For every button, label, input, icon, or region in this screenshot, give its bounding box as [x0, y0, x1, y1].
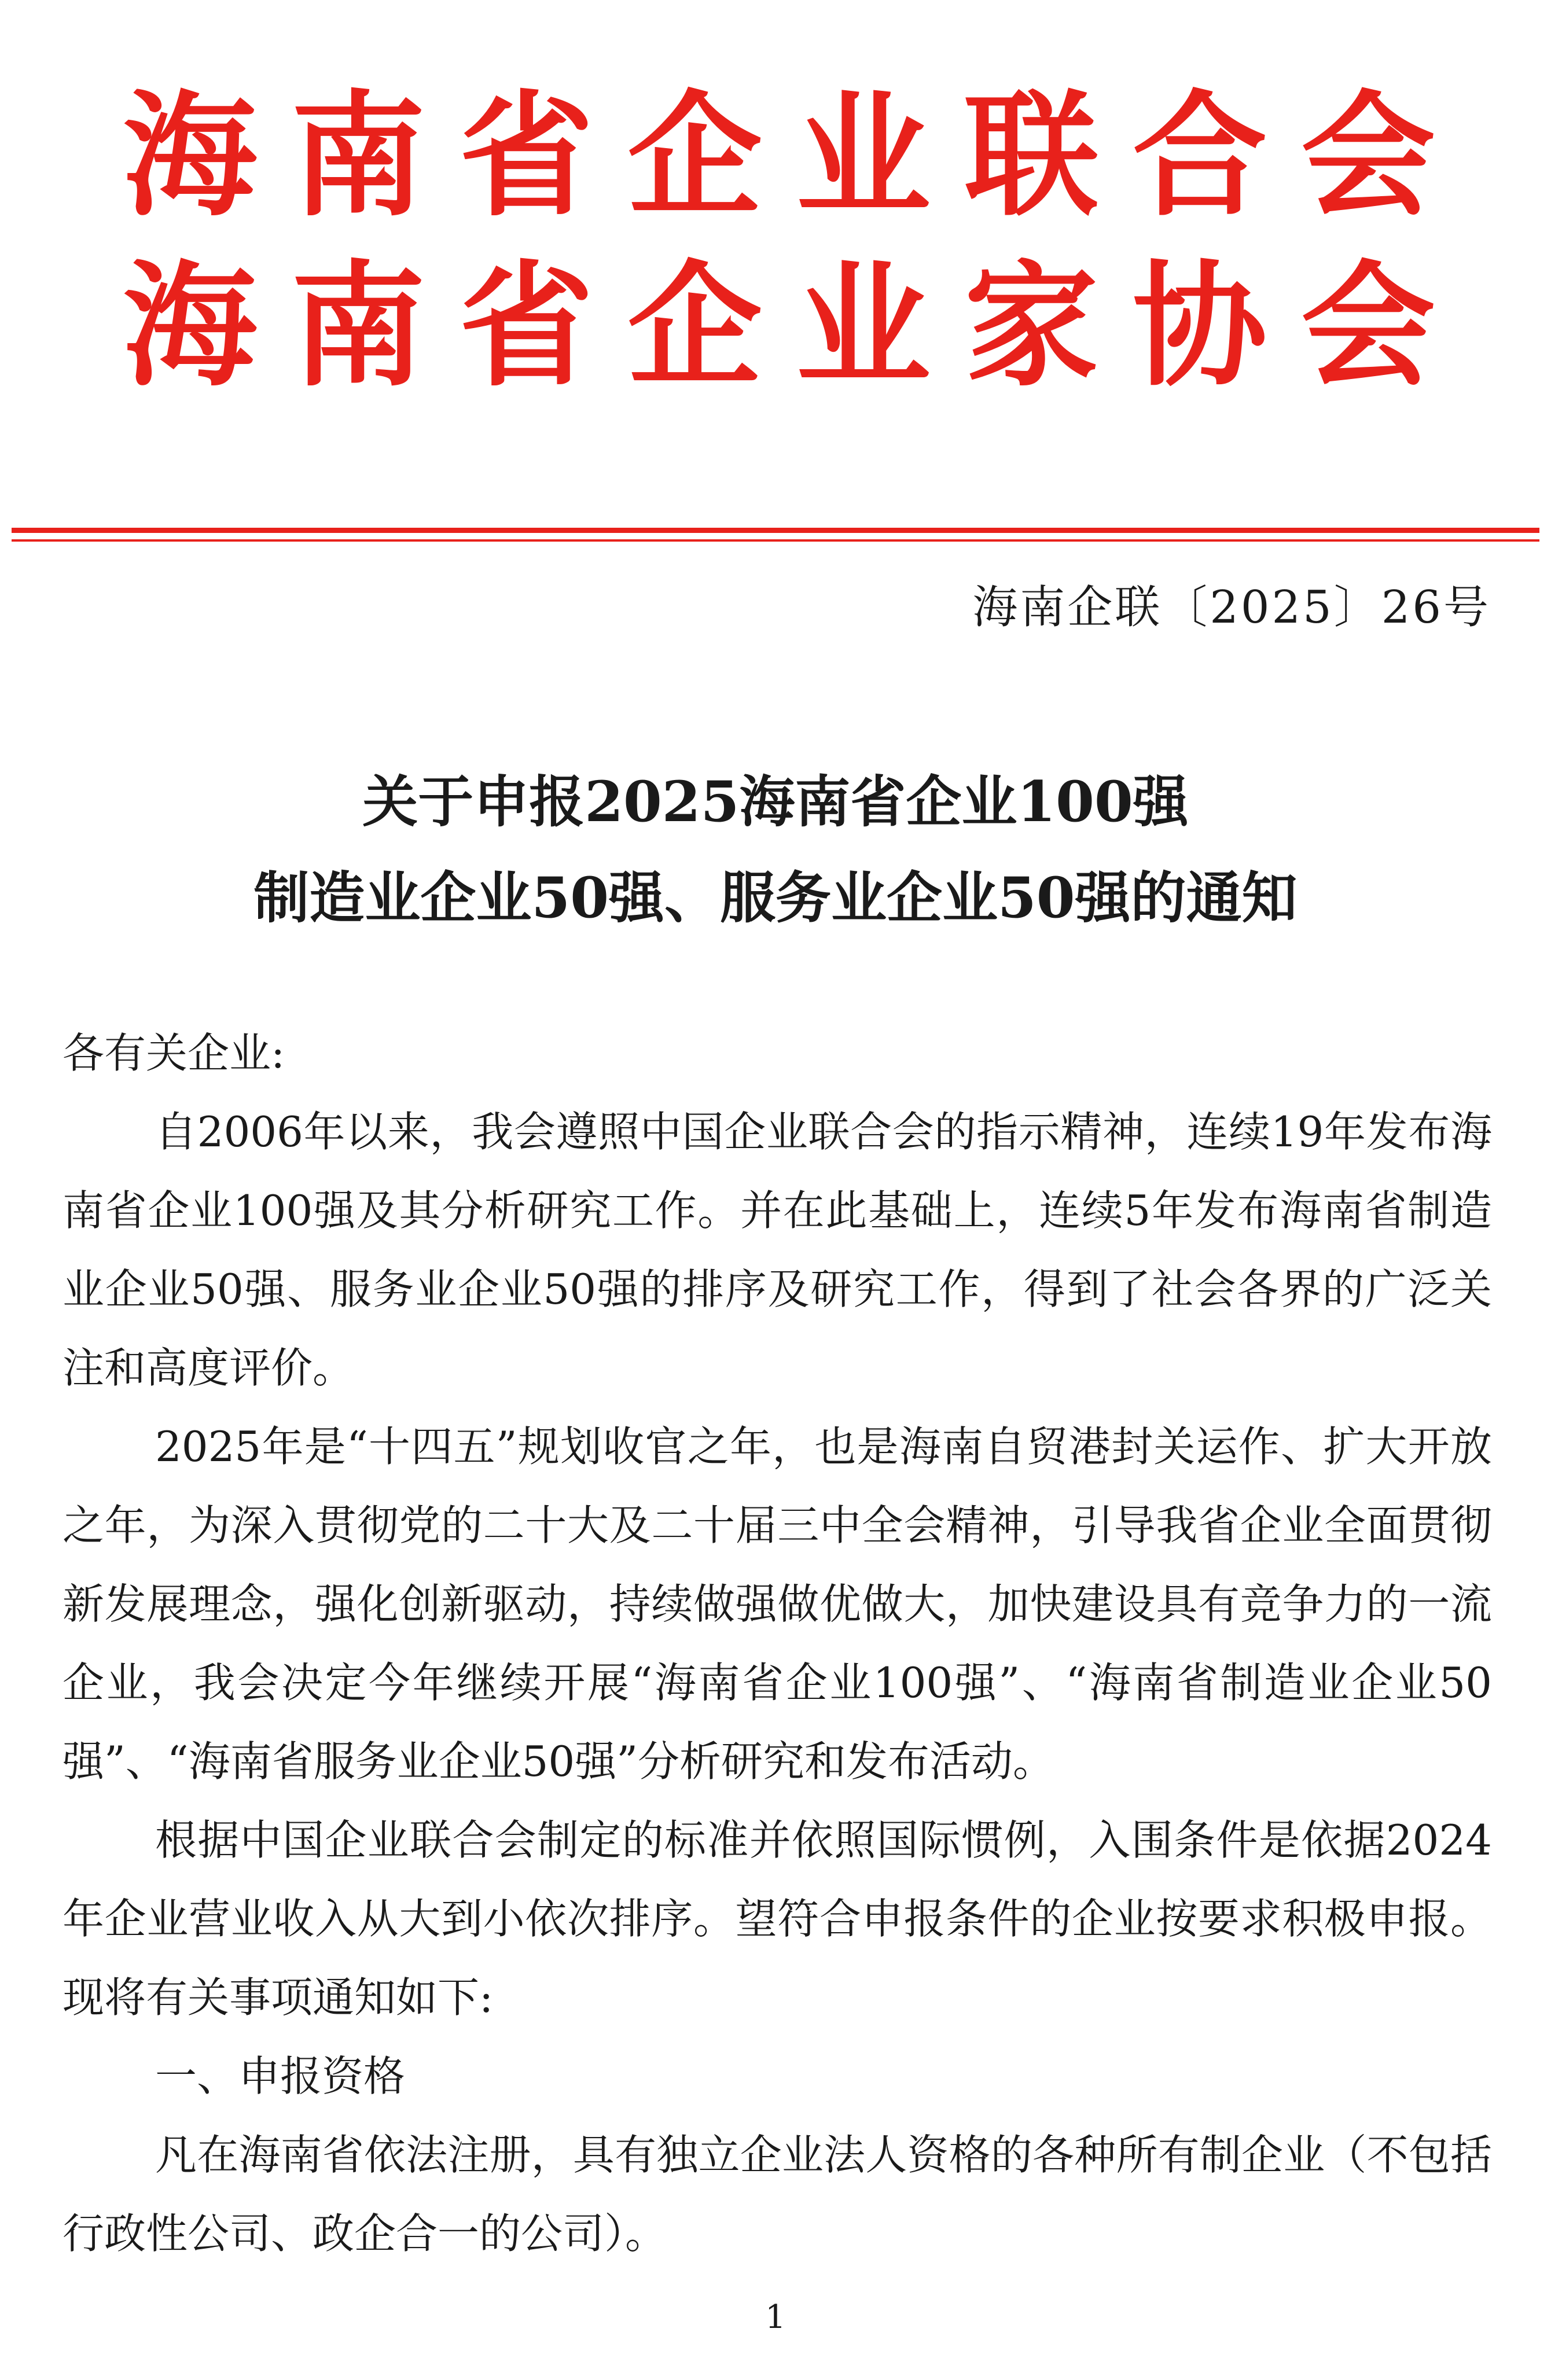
paragraph-3: 根据中国企业联合会制定的标准并依照国际惯例，入围条件是依据2024年企业营业收入从大到小依次排序。望符合申报条件的企业按要求积极申报。现将有关事项通知如下:: [63, 1816, 1492, 2022]
section-heading-1: 一、申报资格: [155, 2052, 406, 2101]
paragraph-2: 2025年是“十四五”规划收官之年，也是海南自贸港封关运作、扩大开放之年，为深入贯彻党的二十大及二十届三中全会精神，引导我省企业全面贯彻新发展理念，强化创新驱动，持续做强做优做大，加快建设具有竞争力的一流企业，我会决定今年继续开展“海南省企业100强”、“海南省制造业企业50强”、“海南省服务业企业50强”分析研究和发布活动。: [63, 1422, 1492, 1786]
document-number: 海南企联〔2025〕26号: [972, 582, 1491, 634]
red-header-rule-thick: [12, 528, 1539, 533]
organization-name-line2: 海南省企业家协会: [123, 248, 1435, 404]
document-title-line2: 制造业企业50强、服务业企业50强的通知: [253, 865, 1298, 930]
paragraph-1: 自2006年以来，我会遵照中国企业联合会的指示精神，连续19年发布海南省企业100强及其分析研究工作。并在此基础上，连续5年发布海南省制造业企业50强、服务业企业50强的排序及研究工作，得到了社会各界的广泛关注和高度评价。: [63, 1108, 1492, 1392]
page-number: 1: [765, 2298, 786, 2336]
section-1-text: 凡在海南省依法注册，具有独立企业法人资格的各种所有制企业（不包括行政性公司、政企合一的公司）。: [63, 2131, 1492, 2258]
document-title-line1: 关于申报2025海南省企业100强: [362, 769, 1189, 834]
document-body: [63, 1014, 1492, 2273]
red-header-rule-thin: [12, 539, 1539, 542]
organization-name-line1: 海南省企业联合会: [123, 78, 1435, 234]
salutation: 各有关企业:: [63, 1029, 285, 1077]
